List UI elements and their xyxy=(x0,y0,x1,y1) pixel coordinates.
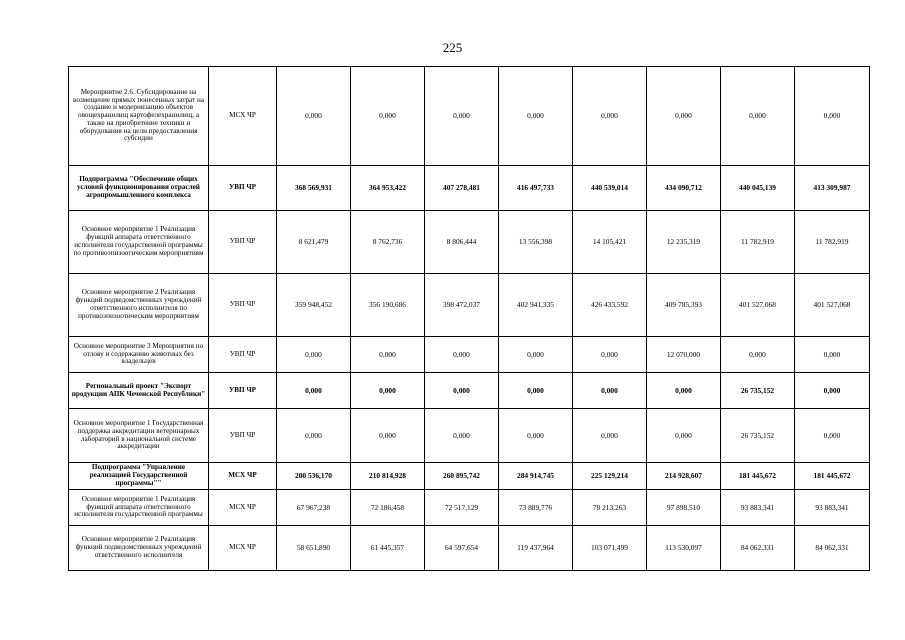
value-cell: 359 948,452 xyxy=(277,274,351,337)
value-cell: 356 190,686 xyxy=(351,274,425,337)
value-cell: 0,000 xyxy=(425,67,499,166)
value-cell: 0,000 xyxy=(499,337,573,373)
value-cell: 73 889,776 xyxy=(499,490,573,526)
executor-cell: УВП ЧР xyxy=(209,211,277,274)
value-cell: 0,000 xyxy=(277,409,351,463)
table-row xyxy=(69,463,870,490)
value-cell: 0,000 xyxy=(425,337,499,373)
table-row xyxy=(69,337,870,373)
value-cell: 0,000 xyxy=(721,67,795,166)
value-cell: 434 090,712 xyxy=(647,166,721,211)
row-name-cell: Основное мероприятие 1 Реализация функций аппарата ответственного исполнителя государственной программы xyxy=(69,490,209,526)
value-cell: 416 497,733 xyxy=(499,166,573,211)
value-cell: 13 556,398 xyxy=(499,211,573,274)
table-body xyxy=(69,67,870,571)
value-cell: 0,000 xyxy=(499,67,573,166)
table-row xyxy=(69,274,870,337)
value-cell: 0,000 xyxy=(351,67,425,166)
row-name-cell: Региональный проект "Экспорт продукции АПК Чеченской Республики" xyxy=(69,373,209,409)
value-cell: 260 895,742 xyxy=(425,463,499,490)
value-cell: 398 472,037 xyxy=(425,274,499,337)
value-cell: 26 735,152 xyxy=(721,373,795,409)
table-row xyxy=(69,373,870,409)
table-row xyxy=(69,409,870,463)
value-cell: 0,000 xyxy=(277,67,351,166)
value-cell: 93 883,341 xyxy=(721,490,795,526)
value-cell: 97 898,510 xyxy=(647,490,721,526)
value-cell: 8 806,444 xyxy=(425,211,499,274)
value-cell: 72 186,458 xyxy=(351,490,425,526)
row-name-cell: Основное мероприятие 3 Мероприятия по отлову и содержанию животных без владельцев xyxy=(69,337,209,373)
value-cell: 0,000 xyxy=(425,373,499,409)
value-cell: 0,000 xyxy=(795,373,870,409)
executor-cell: МСХ ЧР xyxy=(209,490,277,526)
value-cell: 0,000 xyxy=(499,373,573,409)
value-cell: 409 785,393 xyxy=(647,274,721,337)
value-cell: 0,000 xyxy=(573,373,647,409)
row-name-cell: Основное мероприятие 2 Реализация функций подведомственных учреждений ответственного исполнителя xyxy=(69,526,209,571)
executor-cell: МСХ ЧР xyxy=(209,463,277,490)
value-cell: 0,000 xyxy=(647,67,721,166)
value-cell: 12 235,319 xyxy=(647,211,721,274)
value-cell: 0,000 xyxy=(573,409,647,463)
value-cell: 364 953,422 xyxy=(351,166,425,211)
value-cell: 0,000 xyxy=(277,373,351,409)
value-cell: 26 735,152 xyxy=(721,409,795,463)
value-cell: 12 070,000 xyxy=(647,337,721,373)
value-cell: 0,000 xyxy=(647,409,721,463)
value-cell: 84 062,331 xyxy=(721,526,795,571)
row-name-cell: Основное мероприятие 2 Реализация функций подведомственных учреждений ответственного исполнителя по противоэпизоотическим мероприятиям xyxy=(69,274,209,337)
value-cell: 84 062,331 xyxy=(795,526,870,571)
value-cell: 103 071,499 xyxy=(573,526,647,571)
value-cell: 0,000 xyxy=(351,373,425,409)
value-cell: 401 527,068 xyxy=(721,274,795,337)
executor-cell: УВП ЧР xyxy=(209,409,277,463)
value-cell: 181 445,672 xyxy=(795,463,870,490)
value-cell: 11 782,919 xyxy=(795,211,870,274)
value-cell: 119 437,964 xyxy=(499,526,573,571)
value-cell: 8 762,736 xyxy=(351,211,425,274)
value-cell: 368 569,931 xyxy=(277,166,351,211)
value-cell: 0,000 xyxy=(277,337,351,373)
value-cell: 61 445,357 xyxy=(351,526,425,571)
value-cell: 0,000 xyxy=(795,67,870,166)
value-cell: 426 433,592 xyxy=(573,274,647,337)
value-cell: 401 527,068 xyxy=(795,274,870,337)
value-cell: 78 213,263 xyxy=(573,490,647,526)
table-row xyxy=(69,166,870,211)
value-cell: 210 814,928 xyxy=(351,463,425,490)
row-name-cell: Основное мероприятие 1 Государственная поддержка аккредитации ветеринарных лабораторий в национальной системе аккредитации xyxy=(69,409,209,463)
page-number: 225 xyxy=(442,40,463,55)
value-cell: 0,000 xyxy=(795,337,870,373)
value-cell: 64 597,654 xyxy=(425,526,499,571)
table-row xyxy=(69,67,870,166)
value-cell: 402 941,335 xyxy=(499,274,573,337)
row-name-cell: Основное мероприятие 1 Реализация функций аппарата ответственного исполнителя государственной программы по противоэпизоотическим мероприятиям xyxy=(69,211,209,274)
value-cell: 67 967,238 xyxy=(277,490,351,526)
value-cell: 284 914,745 xyxy=(499,463,573,490)
value-cell: 14 105,421 xyxy=(573,211,647,274)
value-cell: 0,000 xyxy=(647,373,721,409)
table-row xyxy=(69,211,870,274)
value-cell: 214 928,607 xyxy=(647,463,721,490)
value-cell: 440 539,014 xyxy=(573,166,647,211)
table-row xyxy=(69,526,870,571)
value-cell: 0,000 xyxy=(351,337,425,373)
value-cell: 8 621,479 xyxy=(277,211,351,274)
value-cell: 0,000 xyxy=(573,337,647,373)
value-cell: 200 536,170 xyxy=(277,463,351,490)
value-cell: 0,000 xyxy=(499,409,573,463)
value-cell: 0,000 xyxy=(425,409,499,463)
budget-table xyxy=(68,66,870,571)
value-cell: 181 445,672 xyxy=(721,463,795,490)
value-cell: 72 517,129 xyxy=(425,490,499,526)
executor-cell: МСХ ЧР xyxy=(209,67,277,166)
value-cell: 440 045,139 xyxy=(721,166,795,211)
value-cell: 0,000 xyxy=(795,409,870,463)
value-cell: 225 129,214 xyxy=(573,463,647,490)
value-cell: 0,000 xyxy=(721,337,795,373)
executor-cell: МСХ ЧР xyxy=(209,526,277,571)
value-cell: 0,000 xyxy=(351,409,425,463)
executor-cell: УВП ЧР xyxy=(209,373,277,409)
executor-cell: УВП ЧР xyxy=(209,274,277,337)
executor-cell: УВП ЧР xyxy=(209,337,277,373)
row-name-cell: Подпрограмма "Управление реализацией Государственной программы"" xyxy=(69,463,209,490)
executor-cell: УВП ЧР xyxy=(209,166,277,211)
value-cell: 11 782,919 xyxy=(721,211,795,274)
value-cell: 407 278,481 xyxy=(425,166,499,211)
value-cell: 113 530,097 xyxy=(647,526,721,571)
value-cell: 413 309,987 xyxy=(795,166,870,211)
row-name-cell: Подпрограмма "Обеспечение общих условий функционирования отраслей агропромышленного комплекса xyxy=(69,166,209,211)
value-cell: 58 651,890 xyxy=(277,526,351,571)
table-row xyxy=(69,490,870,526)
value-cell: 0,000 xyxy=(573,67,647,166)
value-cell: 93 883,341 xyxy=(795,490,870,526)
row-name-cell: Мероприятие 2.6. Субсидирование на возмещение прямых понесенных затрат на создание и модернизацию объектов овощехранилищ картофелехранилищ, а также на приобретение техники и оборудования на цели предоставления субсидии xyxy=(69,67,209,166)
